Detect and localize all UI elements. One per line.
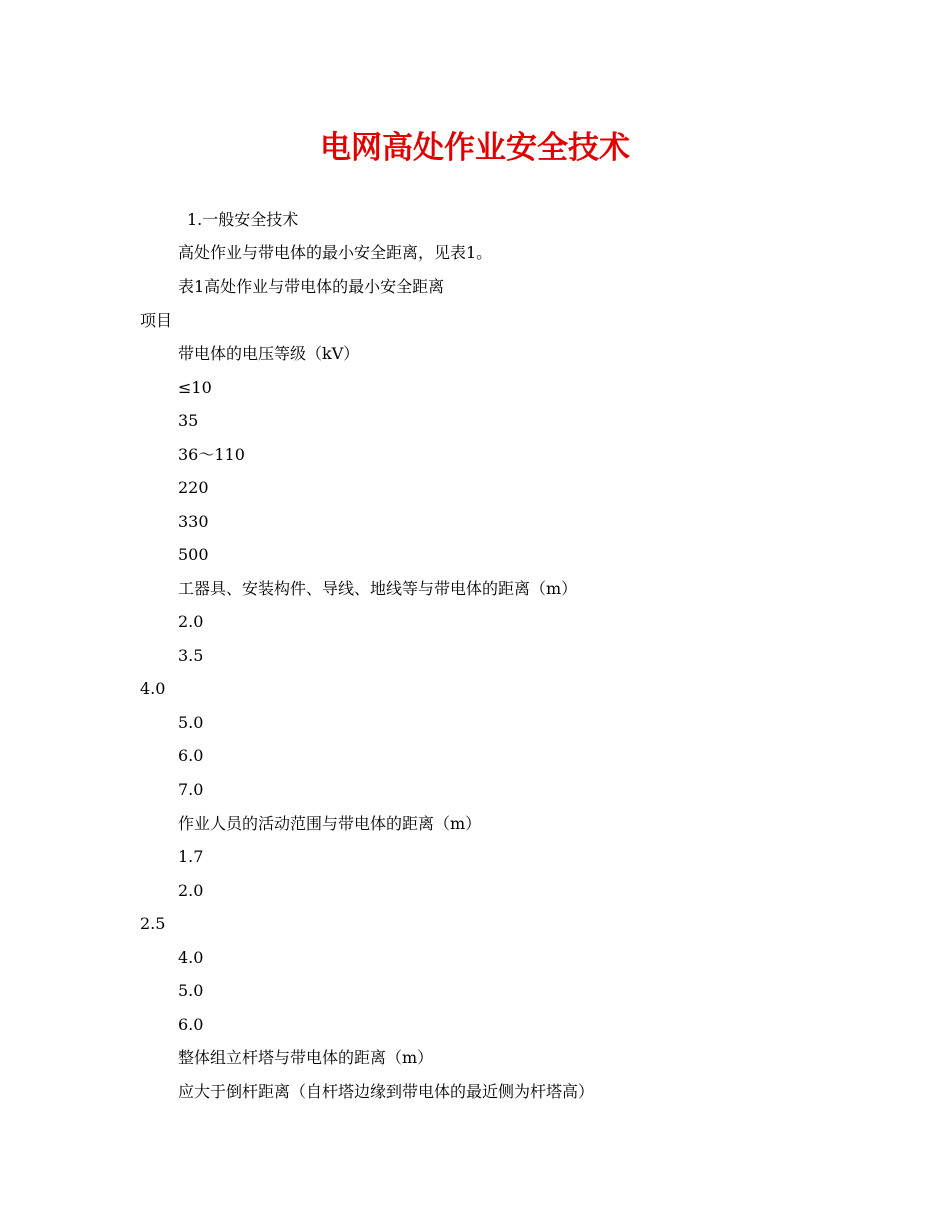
distance-value: 6.0 bbox=[178, 746, 204, 765]
intro-paragraph: 高处作业与带电体的最小安全距离，见表1。 bbox=[178, 243, 493, 262]
table-header-item: 项目 bbox=[140, 311, 173, 330]
row-label-tower: 整体组立杆塔与带电体的距离（m） bbox=[178, 1048, 434, 1067]
distance-value: 3.5 bbox=[178, 646, 204, 665]
distance-value: 1.7 bbox=[178, 847, 204, 866]
distance-value: 7.0 bbox=[178, 780, 204, 799]
row-label-tools: 工器具、安装构件、导线、地线等与带电体的距离（m） bbox=[178, 579, 578, 598]
distance-value: 2.0 bbox=[178, 881, 204, 900]
distance-value: 4.0 bbox=[178, 948, 204, 967]
voltage-level: 330 bbox=[178, 512, 209, 531]
section-heading: 1.一般安全技术 bbox=[187, 210, 299, 229]
distance-value: 2.5 bbox=[140, 914, 166, 933]
voltage-level: 220 bbox=[178, 478, 209, 497]
table-header-voltage: 带电体的电压等级（kV） bbox=[178, 344, 360, 363]
table-caption: 表1高处作业与带电体的最小安全距离 bbox=[178, 277, 445, 296]
distance-value: 6.0 bbox=[178, 1015, 204, 1034]
row-note-tower: 应大于倒杆距离（自杆塔边缘到带电体的最近侧为杆塔高） bbox=[178, 1082, 595, 1101]
document-title: 电网高处作业安全技术 bbox=[320, 130, 630, 166]
voltage-level: 500 bbox=[178, 545, 209, 564]
row-label-personnel: 作业人员的活动范围与带电体的距离（m） bbox=[178, 814, 482, 833]
distance-value: 4.0 bbox=[140, 679, 166, 698]
distance-value: 5.0 bbox=[178, 713, 204, 732]
distance-value: 5.0 bbox=[178, 981, 204, 1000]
voltage-level: 36～110 bbox=[178, 445, 245, 464]
voltage-level: 35 bbox=[178, 411, 199, 430]
voltage-level: ≤10 bbox=[178, 378, 212, 397]
distance-value: 2.0 bbox=[178, 612, 204, 631]
